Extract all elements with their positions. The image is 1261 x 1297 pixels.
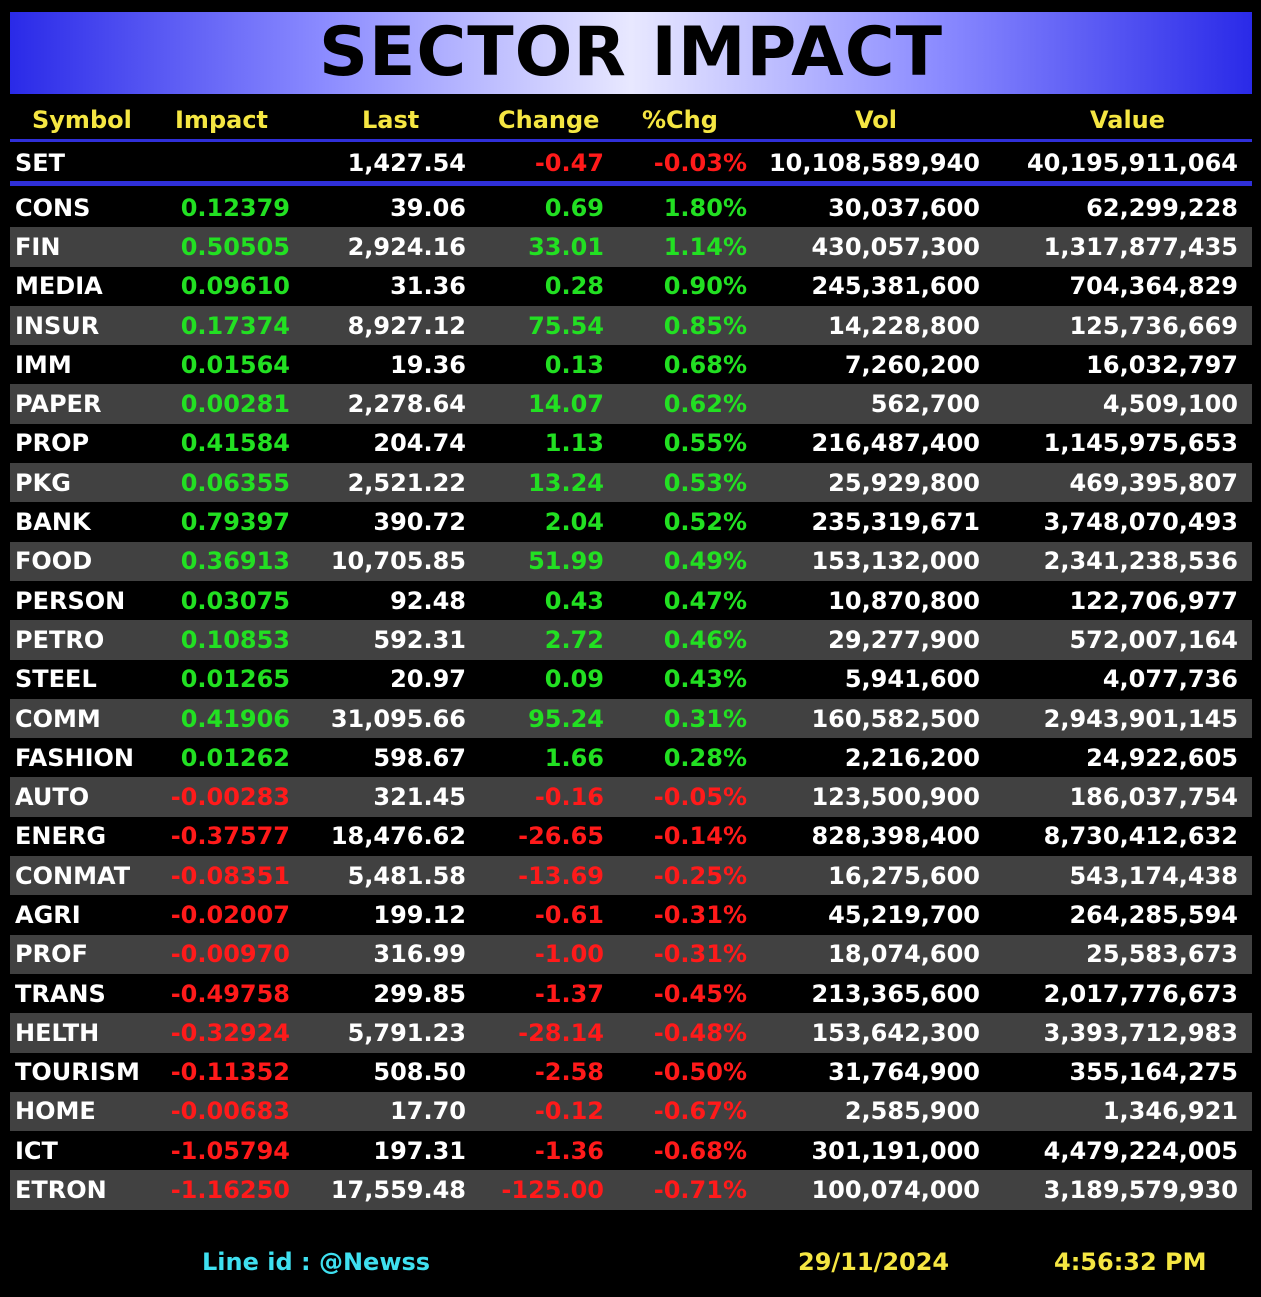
sector-pct-change: 0.31% bbox=[663, 704, 747, 733]
sector-impact: 0.00281 bbox=[180, 390, 290, 419]
sector-pct-change: 0.90% bbox=[663, 272, 747, 301]
sector-symbol: PKG bbox=[15, 468, 71, 497]
sector-impact: 0.01564 bbox=[180, 350, 290, 379]
sector-pct-change: -0.71% bbox=[653, 1176, 747, 1205]
sector-value: 2,341,238,536 bbox=[1043, 547, 1238, 576]
sector-value: 1,317,877,435 bbox=[1043, 232, 1238, 261]
sector-symbol: ICT bbox=[15, 1136, 58, 1165]
sector-last: 2,278.64 bbox=[347, 390, 466, 419]
set-symbol: SET bbox=[15, 148, 66, 177]
sector-impact: -0.37577 bbox=[170, 822, 290, 851]
sector-value: 4,479,224,005 bbox=[1043, 1136, 1238, 1165]
sector-pct-change: 0.46% bbox=[663, 625, 747, 654]
sector-symbol: PROP bbox=[15, 429, 90, 458]
table-row bbox=[10, 463, 1252, 502]
sector-value: 704,364,829 bbox=[1069, 272, 1238, 301]
sector-last: 316.99 bbox=[373, 940, 466, 969]
table-header bbox=[10, 100, 1252, 140]
sector-symbol: INSUR bbox=[15, 311, 100, 340]
header-value: Value bbox=[1090, 106, 1166, 134]
header-vol: Vol bbox=[855, 106, 897, 134]
sector-pct-change: 0.47% bbox=[663, 586, 747, 615]
sector-vol: 25,929,800 bbox=[828, 468, 980, 497]
sector-symbol: HOME bbox=[15, 1097, 96, 1126]
table-row bbox=[10, 1013, 1252, 1052]
sector-pct-change: 1.80% bbox=[663, 193, 747, 222]
sector-impact: -0.02007 bbox=[170, 900, 290, 929]
sector-value: 3,189,579,930 bbox=[1043, 1176, 1238, 1205]
sector-symbol: PAPER bbox=[15, 390, 102, 419]
sector-pct-change: 0.53% bbox=[663, 468, 747, 497]
sector-last: 18,476.62 bbox=[330, 822, 466, 851]
sector-last: 5,481.58 bbox=[347, 861, 466, 890]
sector-value: 3,748,070,493 bbox=[1043, 508, 1238, 537]
sector-value: 62,299,228 bbox=[1086, 193, 1238, 222]
sector-last: 39.06 bbox=[390, 193, 466, 222]
sector-last: 2,924.16 bbox=[347, 232, 466, 261]
sector-last: 299.85 bbox=[373, 979, 466, 1008]
set-last: 1,427.54 bbox=[347, 148, 466, 177]
table-row bbox=[10, 817, 1252, 856]
footer bbox=[0, 1240, 1261, 1286]
sector-pct-change: 0.28% bbox=[663, 743, 747, 772]
table-row bbox=[10, 660, 1252, 699]
sector-value: 2,943,901,145 bbox=[1043, 704, 1238, 733]
sector-value: 8,730,412,632 bbox=[1043, 822, 1238, 851]
table-row bbox=[10, 620, 1252, 659]
sector-impact: 0.50505 bbox=[180, 232, 290, 261]
header-change: Change bbox=[498, 106, 600, 134]
sector-change: -0.12 bbox=[534, 1097, 604, 1126]
sector-vol: 160,582,500 bbox=[811, 704, 980, 733]
sector-impact: -0.08351 bbox=[170, 861, 290, 890]
sector-change: -28.14 bbox=[518, 1018, 604, 1047]
sector-symbol: FOOD bbox=[15, 547, 93, 576]
sector-impact: 0.01262 bbox=[180, 743, 290, 772]
sector-value: 3,393,712,983 bbox=[1043, 1018, 1238, 1047]
sector-vol: 2,585,900 bbox=[844, 1097, 980, 1126]
sector-last: 17,559.48 bbox=[330, 1176, 466, 1205]
table-row bbox=[10, 424, 1252, 463]
sector-impact: -1.05794 bbox=[170, 1136, 290, 1165]
sector-symbol: TOURISM bbox=[15, 1058, 140, 1087]
table-row bbox=[10, 267, 1252, 306]
table-row bbox=[10, 306, 1252, 345]
sector-value: 543,174,438 bbox=[1069, 861, 1238, 890]
sector-impact: -0.49758 bbox=[170, 979, 290, 1008]
sector-change: -13.69 bbox=[518, 861, 604, 890]
sector-impact: -0.00970 bbox=[170, 940, 290, 969]
sector-last: 592.31 bbox=[373, 625, 466, 654]
table-row bbox=[10, 777, 1252, 816]
sector-vol: 153,642,300 bbox=[811, 1018, 980, 1047]
sector-value: 16,032,797 bbox=[1086, 350, 1238, 379]
sector-pct-change: -0.25% bbox=[653, 861, 747, 890]
sector-last: 321.45 bbox=[373, 783, 466, 812]
sector-impact: 0.12379 bbox=[180, 193, 290, 222]
sector-change: 95.24 bbox=[528, 704, 604, 733]
sector-pct-change: 0.52% bbox=[663, 508, 747, 537]
sector-table bbox=[10, 188, 1252, 1210]
sector-pct-change: 0.55% bbox=[663, 429, 747, 458]
sector-pct-change: -0.67% bbox=[653, 1097, 747, 1126]
sector-impact: 0.17374 bbox=[180, 311, 290, 340]
set-change: -0.47 bbox=[534, 148, 604, 177]
sector-change: 2.72 bbox=[544, 625, 604, 654]
sector-vol: 10,870,800 bbox=[828, 586, 980, 615]
table-row bbox=[10, 895, 1252, 934]
sector-impact: 0.36913 bbox=[180, 547, 290, 576]
table-row bbox=[10, 227, 1252, 266]
sector-symbol: ETRON bbox=[15, 1176, 107, 1205]
sector-symbol: AGRI bbox=[15, 900, 81, 929]
sector-vol: 562,700 bbox=[870, 390, 980, 419]
sector-last: 20.97 bbox=[390, 665, 466, 694]
sector-change: 2.04 bbox=[544, 508, 604, 537]
sector-change: 1.13 bbox=[544, 429, 604, 458]
sector-symbol: CONS bbox=[15, 193, 91, 222]
table-row bbox=[10, 188, 1252, 227]
sector-change: -26.65 bbox=[518, 822, 604, 851]
sector-impact: -0.11352 bbox=[170, 1058, 290, 1087]
set-vol: 10,108,589,940 bbox=[768, 148, 980, 177]
table-row bbox=[10, 542, 1252, 581]
sector-pct-change: 0.68% bbox=[663, 350, 747, 379]
sector-value: 24,922,605 bbox=[1086, 743, 1238, 772]
line-id-label: Line id : @Newss bbox=[202, 1248, 431, 1276]
table-row bbox=[10, 1170, 1252, 1209]
sector-symbol: HELTH bbox=[15, 1018, 100, 1047]
sector-pct-change: 0.85% bbox=[663, 311, 747, 340]
sector-value: 2,017,776,673 bbox=[1043, 979, 1238, 1008]
set-pct-change: -0.03% bbox=[653, 148, 747, 177]
sector-symbol: PETRO bbox=[15, 625, 105, 654]
sector-impact: -0.00683 bbox=[170, 1097, 290, 1126]
sector-impact: 0.09610 bbox=[180, 272, 290, 301]
table-row bbox=[10, 935, 1252, 974]
sector-pct-change: 0.43% bbox=[663, 665, 747, 694]
sector-value: 125,736,669 bbox=[1069, 311, 1238, 340]
table-row bbox=[10, 738, 1252, 777]
sector-pct-change: -0.68% bbox=[653, 1136, 747, 1165]
sector-last: 31.36 bbox=[390, 272, 466, 301]
sector-last: 17.70 bbox=[390, 1097, 466, 1126]
sector-change: -1.00 bbox=[534, 940, 604, 969]
sector-vol: 31,764,900 bbox=[828, 1058, 980, 1087]
header-impact: Impact bbox=[175, 106, 269, 134]
sector-change: -0.16 bbox=[534, 783, 604, 812]
sector-pct-change: -0.31% bbox=[653, 900, 747, 929]
sector-pct-change: -0.31% bbox=[653, 940, 747, 969]
sector-impact: 0.01265 bbox=[180, 665, 290, 694]
sector-symbol: CONMAT bbox=[15, 861, 131, 890]
sector-value: 572,007,164 bbox=[1069, 625, 1238, 654]
sector-vol: 235,319,671 bbox=[811, 508, 980, 537]
sector-change: -1.36 bbox=[534, 1136, 604, 1165]
title-banner bbox=[10, 12, 1252, 94]
sector-change: 0.43 bbox=[544, 586, 604, 615]
table-row bbox=[10, 1131, 1252, 1170]
sector-vol: 430,057,300 bbox=[811, 232, 980, 261]
sector-pct-change: 0.62% bbox=[663, 390, 747, 419]
sector-impact: -1.16250 bbox=[170, 1176, 290, 1205]
sector-change: 1.66 bbox=[544, 743, 604, 772]
sector-impact: 0.79397 bbox=[180, 508, 290, 537]
sector-vol: 123,500,900 bbox=[811, 783, 980, 812]
sector-symbol: BANK bbox=[15, 508, 91, 537]
sector-change: 13.24 bbox=[528, 468, 604, 497]
sector-vol: 18,074,600 bbox=[828, 940, 980, 969]
table-row bbox=[10, 1092, 1252, 1131]
table-row bbox=[10, 581, 1252, 620]
sector-change: 0.28 bbox=[544, 272, 604, 301]
sector-symbol: FIN bbox=[15, 232, 61, 261]
sector-value: 186,037,754 bbox=[1069, 783, 1238, 812]
header-last: Last bbox=[362, 106, 420, 134]
sector-last: 199.12 bbox=[373, 900, 466, 929]
sector-change: -2.58 bbox=[534, 1058, 604, 1087]
sector-symbol: PROF bbox=[15, 940, 88, 969]
sector-last: 10,705.85 bbox=[330, 547, 466, 576]
page-title: SECTOR IMPACT bbox=[318, 13, 944, 92]
sector-impact: 0.06355 bbox=[180, 468, 290, 497]
header-pct-change: %Chg bbox=[642, 106, 718, 134]
sector-pct-change: -0.05% bbox=[653, 783, 747, 812]
sector-vol: 14,228,800 bbox=[828, 311, 980, 340]
sector-change: 0.09 bbox=[544, 665, 604, 694]
table-row bbox=[10, 1053, 1252, 1092]
sector-impact: -0.00283 bbox=[170, 783, 290, 812]
table-row bbox=[10, 384, 1252, 423]
sector-symbol: TRANS bbox=[15, 979, 106, 1008]
sector-vol: 100,074,000 bbox=[811, 1176, 980, 1205]
sector-vol: 301,191,000 bbox=[811, 1136, 980, 1165]
sector-vol: 216,487,400 bbox=[811, 429, 980, 458]
sector-last: 8,927.12 bbox=[347, 311, 466, 340]
sector-change: -0.61 bbox=[534, 900, 604, 929]
header-divider bbox=[10, 139, 1252, 142]
set-divider bbox=[10, 181, 1252, 186]
sector-vol: 828,398,400 bbox=[811, 822, 980, 851]
sector-change: 51.99 bbox=[528, 547, 604, 576]
footer-date: 29/11/2024 bbox=[798, 1248, 950, 1276]
sector-impact: -0.32924 bbox=[170, 1018, 290, 1047]
sector-last: 92.48 bbox=[390, 586, 466, 615]
sector-pct-change: -0.14% bbox=[653, 822, 747, 851]
sector-impact: 0.03075 bbox=[180, 586, 290, 615]
sector-last: 508.50 bbox=[373, 1058, 466, 1087]
sector-change: 75.54 bbox=[528, 311, 604, 340]
sector-pct-change: -0.50% bbox=[653, 1058, 747, 1087]
sector-vol: 45,219,700 bbox=[828, 900, 980, 929]
sector-symbol: PERSON bbox=[15, 586, 126, 615]
footer-time: 4:56:32 PM bbox=[1054, 1248, 1207, 1276]
set-index-row bbox=[10, 143, 1252, 182]
sector-change: 33.01 bbox=[528, 232, 604, 261]
sector-change: 14.07 bbox=[528, 390, 604, 419]
header-symbol: Symbol bbox=[32, 106, 132, 134]
sector-impact: 0.41906 bbox=[180, 704, 290, 733]
table-row bbox=[10, 345, 1252, 384]
sector-last: 31,095.66 bbox=[330, 704, 466, 733]
sector-value: 122,706,977 bbox=[1069, 586, 1238, 615]
sector-value: 264,285,594 bbox=[1069, 900, 1238, 929]
sector-symbol: MEDIA bbox=[15, 272, 103, 301]
sector-vol: 5,941,600 bbox=[844, 665, 980, 694]
sector-impact: 0.41584 bbox=[180, 429, 290, 458]
sector-symbol: COMM bbox=[15, 704, 101, 733]
set-value: 40,195,911,064 bbox=[1026, 148, 1238, 177]
sector-last: 390.72 bbox=[373, 508, 466, 537]
sector-last: 5,791.23 bbox=[347, 1018, 466, 1047]
sector-vol: 7,260,200 bbox=[844, 350, 980, 379]
sector-last: 598.67 bbox=[373, 743, 466, 772]
sector-change: -1.37 bbox=[534, 979, 604, 1008]
sector-vol: 16,275,600 bbox=[828, 861, 980, 890]
sector-impact: 0.10853 bbox=[180, 625, 290, 654]
sector-value: 355,164,275 bbox=[1069, 1058, 1238, 1087]
sector-pct-change: 0.49% bbox=[663, 547, 747, 576]
sector-value: 25,583,673 bbox=[1086, 940, 1238, 969]
sector-last: 204.74 bbox=[373, 429, 466, 458]
sector-change: -125.00 bbox=[501, 1176, 604, 1205]
sector-last: 2,521.22 bbox=[347, 468, 466, 497]
sector-last: 19.36 bbox=[390, 350, 466, 379]
sector-value: 4,509,100 bbox=[1102, 390, 1238, 419]
sector-value: 1,346,921 bbox=[1102, 1097, 1238, 1126]
sector-value: 1,145,975,653 bbox=[1043, 429, 1238, 458]
sector-value: 469,395,807 bbox=[1069, 468, 1238, 497]
table-row bbox=[10, 974, 1252, 1013]
table-row bbox=[10, 856, 1252, 895]
sector-value: 4,077,736 bbox=[1102, 665, 1238, 694]
sector-symbol: STEEL bbox=[15, 665, 97, 694]
sector-symbol: IMM bbox=[15, 350, 72, 379]
sector-pct-change: 1.14% bbox=[663, 232, 747, 261]
sector-pct-change: -0.45% bbox=[653, 979, 747, 1008]
sector-vol: 245,381,600 bbox=[811, 272, 980, 301]
sector-last: 197.31 bbox=[373, 1136, 466, 1165]
sector-vol: 30,037,600 bbox=[828, 193, 980, 222]
sector-vol: 29,277,900 bbox=[828, 625, 980, 654]
sector-symbol: ENERG bbox=[15, 822, 107, 851]
table-row bbox=[10, 502, 1252, 541]
table-row bbox=[10, 699, 1252, 738]
sector-pct-change: -0.48% bbox=[653, 1018, 747, 1047]
sector-vol: 2,216,200 bbox=[844, 743, 980, 772]
sector-change: 0.69 bbox=[544, 193, 604, 222]
sector-symbol: AUTO bbox=[15, 783, 90, 812]
sector-change: 0.13 bbox=[544, 350, 604, 379]
sector-symbol: FASHION bbox=[15, 743, 135, 772]
sector-vol: 213,365,600 bbox=[811, 979, 980, 1008]
sector-vol: 153,132,000 bbox=[811, 547, 980, 576]
